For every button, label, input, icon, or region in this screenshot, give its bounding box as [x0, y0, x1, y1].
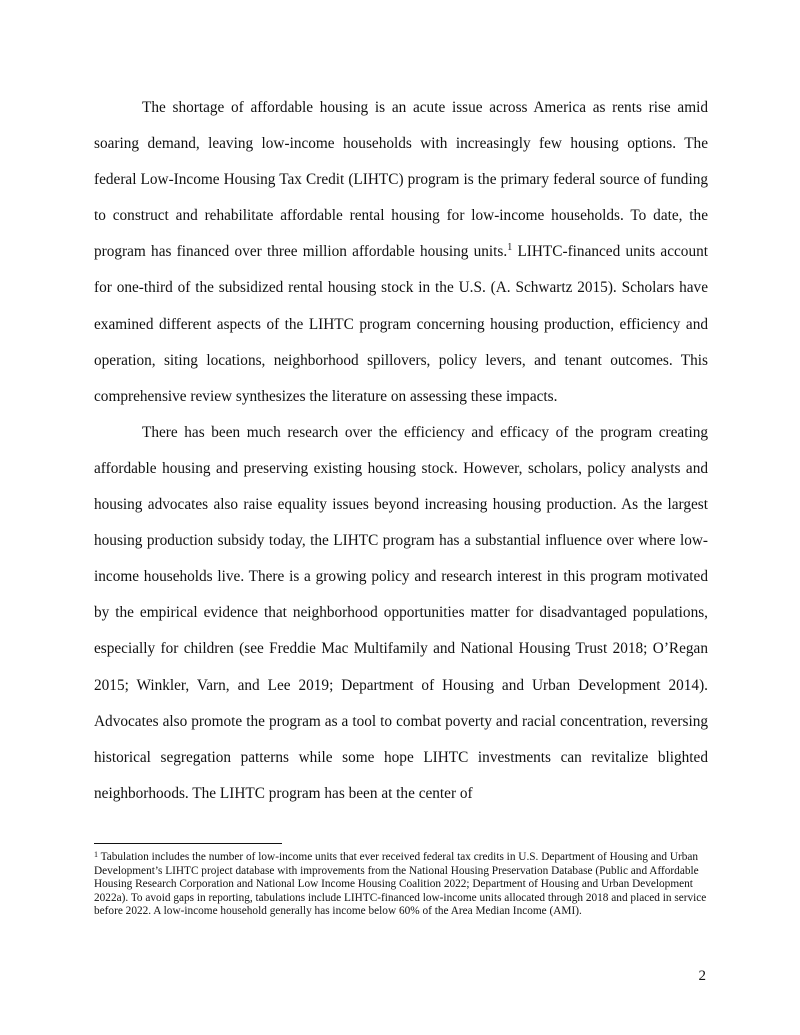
- page-number: 2: [698, 968, 706, 984]
- paragraph-2: There has been much research over the efficiency and efficacy of the program creating affordable housing and preserving existing housing stock. However, scholars, policy analysts and housing advocates also raise equality issues beyond increasing housing production. As the largest housing production subsidy today, the LIHTC program has a substantial influence over where low-income households live. There is a growing policy and research interest in this program motivated by the empirical evidence that neighborhood opportunities matter for disadvantaged populations, especially for children (see Freddie Mac Multifamily and National Housing Trust 2018; O’Regan 2015; Winkler, Varn, and Lee 2019; Department of Housing and Urban Development 2014). Advocates also promote the program as a tool to combat poverty and racial concentration, reversing historical segregation patterns while some hope LIHTC investments can revitalize blighted neighborhoods. The LIHTC program has been at the center of: [94, 423, 708, 802]
- footnote-text: Tabulation includes the number of low-income units that ever received federal tax credits in U.S. Department of Housing and Urban Development’s LIHTC project database with improvements from the National Housing Preservation Database (Public and Affordable Housing Research Corporation and National Low Income Housing Coalition 2022; Department of Housing and Urban Development 2022a). To avoid gaps in reporting, tabulations include LIHTC-financed low-income units allocated through 2018 and placed in service before 2022. A low-income household generally has income below 60% of the Area Median Income (AMI).: [94, 851, 707, 918]
- paragraph-1-continuation: LIHTC-financed units account for one-third of the subsidized rental housing stock in the U.S. (A. Schwartz 2015). Scholars have examined different aspects of the LIHTC program concerning housing production, efficiency and operation, siting locations, neighborhood spillovers, policy levers, and tenant outcomes. This comprehensive review synthesizes the literature on assessing these impacts.: [94, 243, 708, 405]
- footnote-marker: 1: [94, 850, 98, 859]
- body-text: [94, 90, 708, 812]
- footnote-separator: [94, 843, 282, 844]
- paragraph-1-text: The shortage of affordable housing is an acute issue across America as rents rise amid soaring demand, leaving low-income households with increasingly few housing options. The federal Low-Income Housing Tax Credit (LIHTC) program is the primary federal source of funding to construct and rehabilitate affordable rental housing for low-income households. To date, the program has financed over three million affordable housing units.: [94, 99, 708, 261]
- paragraph-1: [94, 90, 708, 415]
- footnote: [94, 851, 708, 919]
- footnote-reference: 1: [507, 242, 513, 254]
